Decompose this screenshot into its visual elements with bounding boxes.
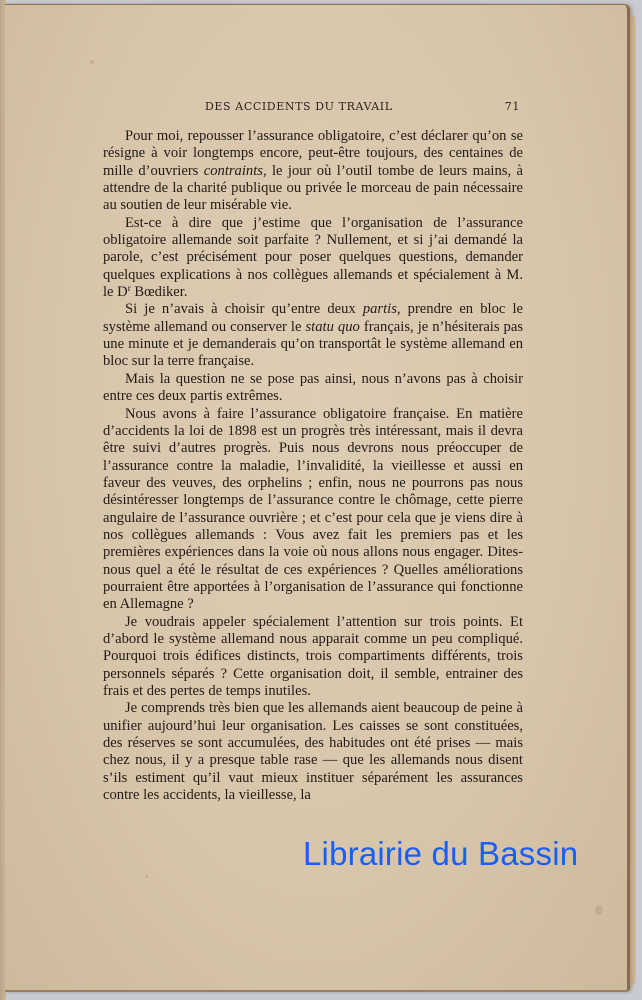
paragraph <box>103 406 523 614</box>
paper-spot <box>90 60 94 64</box>
text-run: français, je n’hésiterais pas une minute et je demanderais qu’on transportât le système allemand en bloc sur la terre française. <box>103 318 524 370</box>
paper-spot <box>145 875 148 878</box>
text-run: Je comprends très bien que les allemands aient beaucoup de peine à unifier aujourd’hui leur organisation. Les caisses se sont constituées, des réserves se sont accumulées, des habitudes ont été prises — mais chez nous, il y a presque table rase — que les allemands nous disent s’ils estiment qu’il vaut mieux instituer séparément les assurances contre les accidents, la vieillesse, la <box>103 700 523 804</box>
text-run: Est-ce à dire que j’estime que l’organisation de l’assurance obligatoire allemande soit parfaite ? Nullement, et si j’ai demandé la parole, c’est précisément pour poser quelques questions, demander quelques explications à nos collègues allemands et spécialement à M. le D <box>103 214 523 301</box>
paragraph <box>103 301 523 370</box>
italic-term: partis <box>362 301 397 318</box>
page-number: 71 <box>504 100 520 113</box>
paragraph <box>103 215 523 302</box>
text-run: Bœdiker. <box>130 284 188 301</box>
paper-spot <box>595 905 603 915</box>
text-run: Mais la question ne se pose pas ainsi, nous n’avons pas à choisir entre ces deux partis extrêmes. <box>103 370 523 405</box>
paragraph <box>103 128 523 215</box>
watermark-text: Librairie du Bassin <box>303 835 579 872</box>
text-run: Je voudrais appeler spécialement l’attention sur trois points. Et d’abord le système allemand nous apparait comme un peu compliqué. Pourquoi trois édifices distincts, trois compartiments différents, trois personnels séparés ? Cette organisation doit, il semble, entrainer des frais et des pertes de temps inutiles. <box>103 613 523 699</box>
paragraph <box>103 371 523 406</box>
italic-term: contraints <box>203 162 263 179</box>
text-run: Nous avons à faire l’assurance obligatoire française. En matière d’accidents la loi de 1898 est un progrès très intéressant, mais il devra être suivi d’autres progrès. Puis nous devrons nous préoccuper de l’assurance contre la maladie, l’invalidité, la vieillesse et aussi en faveur des veuves, des orphelins ; enfin, nous ne pourrons pas nous désintéresser longtemps de l’assurance contre le chômage, cette pierre angulaire de l’assurance ouvrière ; et c’est pour cela que je viens dire à nos collègues allemands : Vous avez fait les premiers pas et les premières expériences dans la voie où nous allons nous engager. Dites-nous quel a été le résultat de ces expériences ? Quelles améliorations pourraient être apportées à l’organisation de l’assurance qui fonctionne en Allemagne ? <box>103 405 523 613</box>
text-run: , le jour où l’outil tombe de leurs mains, à attendre de la charité publique ou privée le morceau de pain nécessaire au soutien de leur misérable vie. <box>103 162 523 214</box>
paragraph <box>103 700 523 804</box>
superscript: r <box>127 283 131 294</box>
text-run: Si je n’avais à choisir qu’entre deux <box>125 301 363 318</box>
paragraph <box>103 614 523 701</box>
text-run: , prendre en bloc le système allemand ou conserver le <box>103 301 523 335</box>
body-text <box>103 128 523 804</box>
running-head-title: DES ACCIDENTS DU TRAVAIL <box>205 100 393 113</box>
running-head <box>205 100 520 113</box>
text-run: Pour moi, repousser l’assurance obligatoire, c’est déclarer qu’on se résigne à voir longtemps encore, peut-être toujours, des centaines de mille d’ouvriers <box>103 128 523 179</box>
page-stack-edge <box>630 15 636 985</box>
italic-term: statu quo <box>305 318 360 335</box>
